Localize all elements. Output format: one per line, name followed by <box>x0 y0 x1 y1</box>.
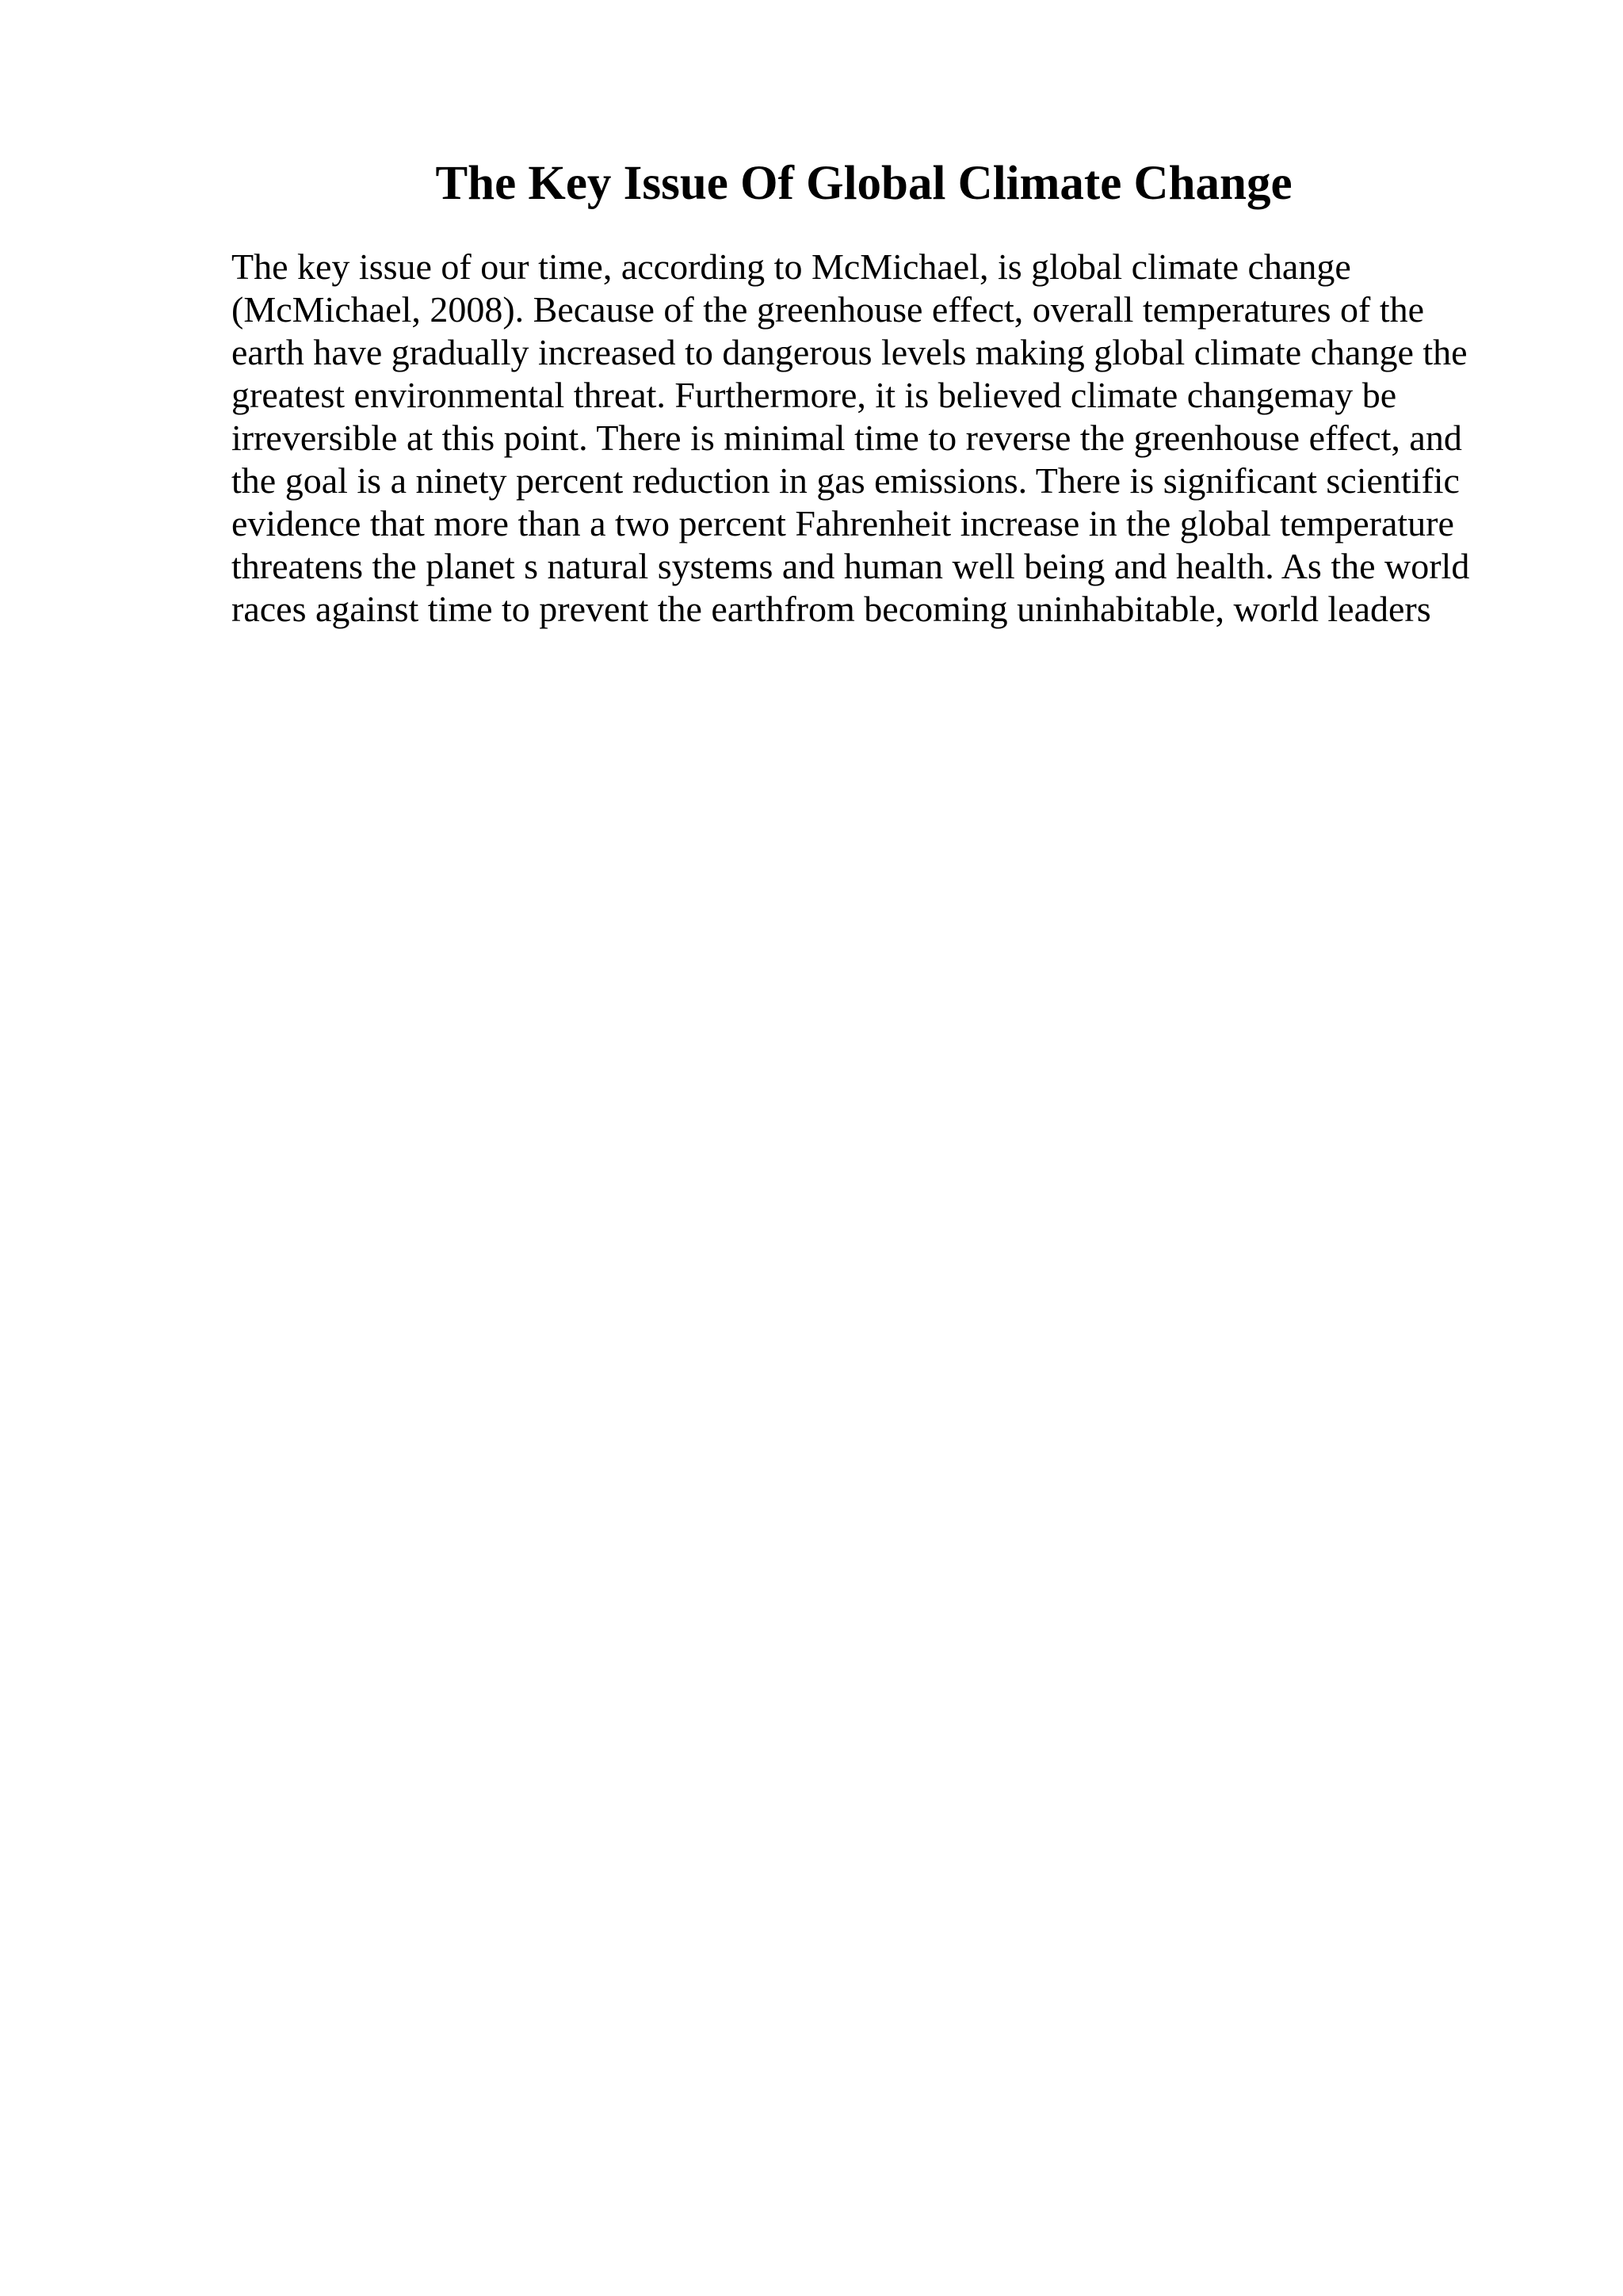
paragraph-line: races against time to prevent the earthfrom becoming uninhabitable, world leaders <box>231 589 1431 629</box>
paragraph-line: earth have gradually increased to dangerous levels making global climate change the <box>231 332 1468 372</box>
paragraph-line: (McMichael, 2008). Because of the greenhouse effect, overall temperatures of the <box>231 289 1425 330</box>
paragraph-line: The key issue of our time, according to McMichael, is global climate change <box>231 246 1351 287</box>
paragraph-line: greatest environmental threat. Furthermore, it is believed climate changemay be <box>231 375 1397 415</box>
paragraph-line: irreversible at this point. There is minimal time to reverse the greenhouse effect, and <box>231 418 1462 458</box>
paragraph-line: threatens the planet s natural systems and human well being and health. As the world <box>231 546 1470 586</box>
paragraph-line: evidence that more than a two percent Fahrenheit increase in the global temperature <box>231 503 1454 543</box>
document-title: The Key Issue Of Global Climate Change <box>435 157 1293 210</box>
body-paragraph <box>231 246 1515 631</box>
paragraph-line: the goal is a ninety percent reduction in gas emissions. There is significant scientific <box>231 460 1460 501</box>
